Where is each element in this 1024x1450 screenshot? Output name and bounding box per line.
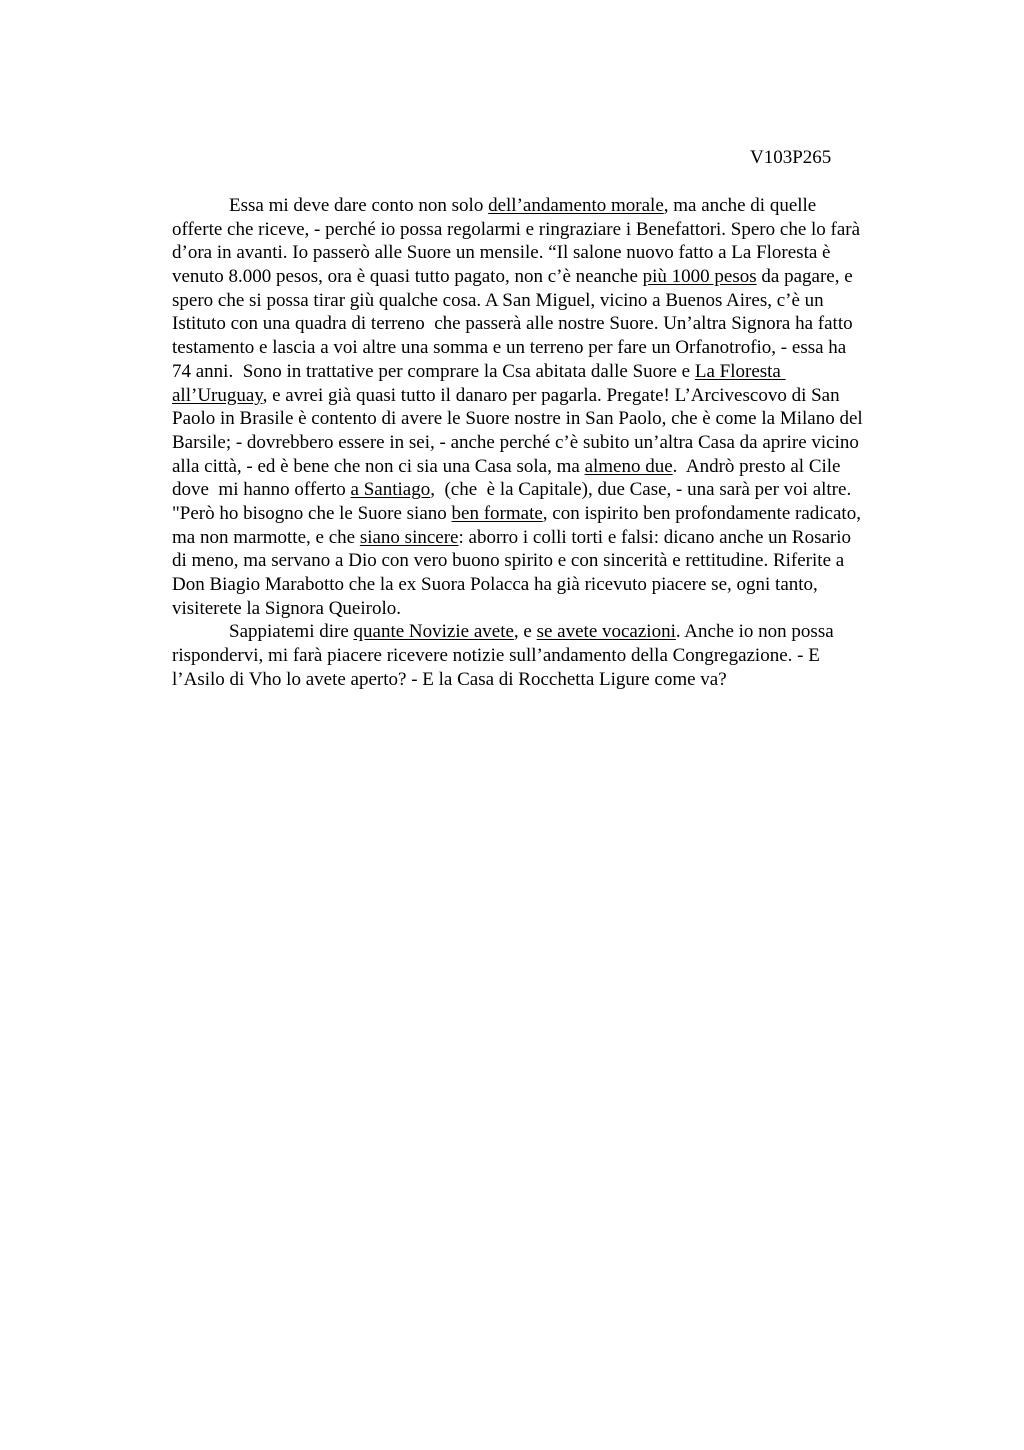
underlined-phrase: La Floresta <box>694 360 786 382</box>
text-segment: , con ispirito ben profondamente radicato, <box>542 502 861 524</box>
underlined-phrase: se avete vocazioni <box>536 621 676 643</box>
text-segment: di meno, ma servano a Dio con vero buono spirito e con sincerità e rettitudine. Riferite a <box>172 550 845 572</box>
text-line <box>172 218 924 242</box>
text-segment: Sappiatemi dire <box>172 621 354 643</box>
text-segment: dove mi hanno offerto <box>172 479 351 501</box>
text-segment: . Anche io non possa <box>675 621 834 643</box>
text-segment: offerte che riceve, - perché io possa regolarmi e ringraziare i Benefattori. Spero che lo farà <box>172 218 861 240</box>
text-line <box>172 620 924 644</box>
text-line <box>172 194 924 218</box>
text-line <box>172 455 924 479</box>
text-segment: alla città, - ed è bene che non ci sia una Casa sola, ma <box>172 455 585 477</box>
text-line <box>172 384 924 408</box>
text-segment: , ma anche di quelle <box>663 195 817 216</box>
underlined-phrase: a Santiago <box>350 479 431 501</box>
text-line <box>172 573 924 597</box>
text-segment: 74 anni. Sono in trattative per comprare la Csa abitata dalle Suore e <box>172 360 695 382</box>
text-line <box>172 597 924 621</box>
text-segment: visiterete la Signora Queirolo. <box>172 597 401 619</box>
text-line <box>172 478 924 502</box>
text-segment: Essa mi deve dare conto non solo <box>172 195 489 216</box>
text-segment: Barsile; - dovrebbero essere in sei, - anche perché c’è subito un’altra Casa da aprire vicino <box>172 431 859 453</box>
letter-body <box>172 194 924 691</box>
text-segment: Paolo in Brasile è contento di avere le Suore nostre in San Paolo, che è come la Milano del <box>172 408 863 430</box>
underlined-phrase: quante Novizie avete <box>353 621 514 643</box>
text-line <box>172 644 924 668</box>
underlined-phrase: più 1000 pesos <box>642 266 757 288</box>
underlined-phrase: all’Uruguay <box>172 384 263 406</box>
text-line <box>172 431 924 455</box>
underlined-phrase: almeno due <box>584 455 673 477</box>
text-segment: Istituto con una quadra di terreno che passerà alle nostre Suore. Un’altra Signora ha fatto <box>172 313 853 335</box>
text-segment: d’ora in avanti. Io passerò alle Suore un mensile. “Il salone nuovo fatto a La Floresta è <box>172 242 831 264</box>
text-segment: "Però ho bisogno che le Suore siano <box>172 502 452 524</box>
text-line <box>172 526 924 550</box>
text-segment: spero che si possa tirar giù qualche cosa. A San Miguel, vicino a Buenos Aires, c’è un <box>172 289 824 311</box>
page-reference: V103P265 <box>750 147 832 168</box>
text-segment: rispondervi, mi farà piacere ricevere notizie sull’andamento della Congregazione. - E <box>172 645 820 667</box>
text-segment: Don Biagio Marabotto che la ex Suora Polacca ha già ricevuto piacere se, ogni tanto, <box>172 574 818 595</box>
text-segment: . Andrò presto al Cile <box>672 455 841 477</box>
text-line <box>172 265 924 289</box>
underlined-phrase: ben formate <box>451 502 543 524</box>
text-segment: , (che è la Capitale), due Case, - una sarà per voi altre. <box>430 479 852 501</box>
text-segment: , e avrei già quasi tutto il danaro per pagarla. Pregate! L’Arcivescovo di San <box>262 384 840 406</box>
text-segment: testamento e lascia a voi altre una somma e un terreno per fare un Orfanotrofio, - essa ha <box>172 337 847 359</box>
text-segment: da pagare, e <box>756 266 853 288</box>
text-segment: l’Asilo di Vho lo avete aperto? - E la Casa di Rocchetta Ligure come va? <box>172 668 727 690</box>
underlined-phrase: dell’andamento morale <box>488 195 664 216</box>
text-line <box>172 289 924 313</box>
text-line <box>172 312 924 336</box>
text-line <box>172 668 924 692</box>
text-line <box>172 336 924 360</box>
text-segment: , e <box>513 621 537 643</box>
text-line <box>172 360 924 384</box>
underlined-phrase: siano sincere <box>359 526 459 548</box>
text-segment: ma non marmotte, e che <box>172 526 360 548</box>
text-line <box>172 241 924 265</box>
text-line <box>172 502 924 526</box>
text-segment: venuto 8.000 pesos, ora è quasi tutto pagato, non c’è neanche <box>172 266 643 288</box>
text-segment: : aborro i colli torti e falsi: dicano anche un Rosario <box>458 526 852 548</box>
text-line <box>172 549 924 573</box>
text-line <box>172 407 924 431</box>
